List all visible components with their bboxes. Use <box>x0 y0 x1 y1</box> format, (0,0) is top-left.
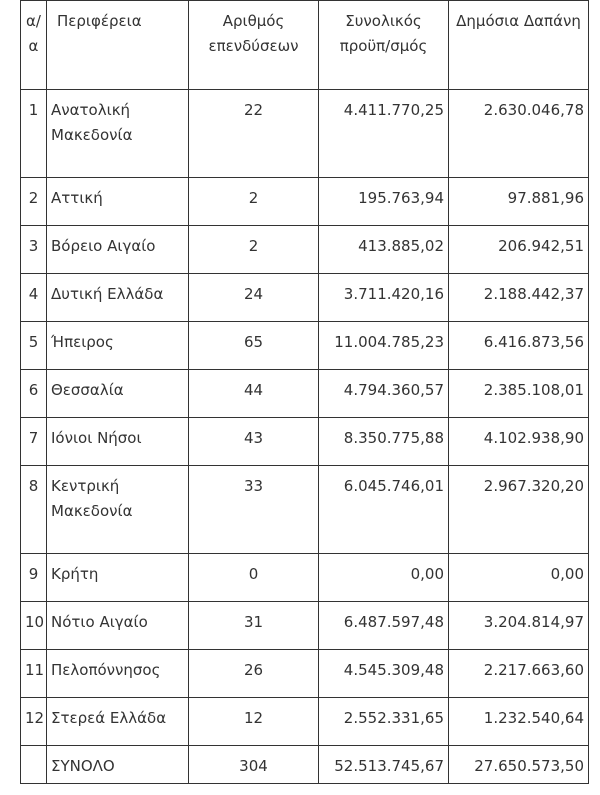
table-row <box>21 650 589 698</box>
row-budget: 0,00 <box>319 554 449 602</box>
row-count: 33 <box>189 466 319 554</box>
row-num: 11 <box>21 650 47 698</box>
table-row <box>21 322 589 370</box>
table-row <box>21 370 589 418</box>
investments-table <box>20 0 589 784</box>
row-count: 26 <box>189 650 319 698</box>
row-public: 3.204.814,97 <box>449 602 589 650</box>
row-public: 4.102.938,90 <box>449 418 589 466</box>
row-region: Ιόνιοι Νήσοι <box>47 418 189 466</box>
header-public: Δημόσια Δαπάνη <box>449 1 589 90</box>
header-region: Περιφέρεια <box>47 1 189 90</box>
total-budget: 52.513.745,67 <box>319 746 449 784</box>
row-num: 7 <box>21 418 47 466</box>
row-count: 2 <box>189 226 319 274</box>
row-count: 12 <box>189 698 319 746</box>
row-num: 3 <box>21 226 47 274</box>
header-count: Αριθμός επενδύσεων <box>189 1 319 90</box>
row-budget: 6.487.597,48 <box>319 602 449 650</box>
row-public: 2.385.108,01 <box>449 370 589 418</box>
total-public: 27.650.573,50 <box>449 746 589 784</box>
row-num: 4 <box>21 274 47 322</box>
header-num: α/α <box>21 1 47 90</box>
row-budget: 3.711.420,16 <box>319 274 449 322</box>
row-public: 6.416.873,56 <box>449 322 589 370</box>
row-num: 9 <box>21 554 47 602</box>
total-row <box>21 746 589 784</box>
table-row <box>21 602 589 650</box>
row-public: 97.881,96 <box>449 178 589 226</box>
row-region: Ήπειρος <box>47 322 189 370</box>
row-region: Βόρειο Αιγαίο <box>47 226 189 274</box>
row-num: 6 <box>21 370 47 418</box>
row-count: 24 <box>189 274 319 322</box>
total-label: ΣΥΝΟΛΟ <box>47 746 189 784</box>
row-region: Ανατολική Μακεδονία <box>47 90 189 178</box>
row-budget: 4.794.360,57 <box>319 370 449 418</box>
row-region: Νότιο Αιγαίο <box>47 602 189 650</box>
row-count: 65 <box>189 322 319 370</box>
table-row <box>21 90 589 178</box>
row-count: 44 <box>189 370 319 418</box>
row-budget: 8.350.775,88 <box>319 418 449 466</box>
row-public: 0,00 <box>449 554 589 602</box>
table-row <box>21 274 589 322</box>
row-budget: 4.545.309,48 <box>319 650 449 698</box>
table-row <box>21 698 589 746</box>
row-num: 1 <box>21 90 47 178</box>
header-budget: Συνολικός προϋπ/σμός <box>319 1 449 90</box>
row-budget: 2.552.331,65 <box>319 698 449 746</box>
row-region: Στερεά Ελλάδα <box>47 698 189 746</box>
table-row <box>21 554 589 602</box>
row-region: Πελοπόννησος <box>47 650 189 698</box>
row-num: 12 <box>21 698 47 746</box>
table-row <box>21 418 589 466</box>
table-row <box>21 178 589 226</box>
row-public: 2.630.046,78 <box>449 90 589 178</box>
row-public: 2.967.320,20 <box>449 466 589 554</box>
row-num: 5 <box>21 322 47 370</box>
total-count: 304 <box>189 746 319 784</box>
row-num: 8 <box>21 466 47 554</box>
table-row <box>21 466 589 554</box>
total-num-cell <box>21 746 47 784</box>
header-row <box>21 1 589 90</box>
row-budget: 195.763,94 <box>319 178 449 226</box>
row-region: Κεντρική Μακεδονία <box>47 466 189 554</box>
row-region: Δυτική Ελλάδα <box>47 274 189 322</box>
row-public: 206.942,51 <box>449 226 589 274</box>
row-num: 2 <box>21 178 47 226</box>
row-region: Αττική <box>47 178 189 226</box>
row-num: 10 <box>21 602 47 650</box>
row-public: 2.188.442,37 <box>449 274 589 322</box>
row-budget: 4.411.770,25 <box>319 90 449 178</box>
row-public: 2.217.663,60 <box>449 650 589 698</box>
row-count: 43 <box>189 418 319 466</box>
row-budget: 6.045.746,01 <box>319 466 449 554</box>
row-count: 0 <box>189 554 319 602</box>
row-region: Θεσσαλία <box>47 370 189 418</box>
row-count: 2 <box>189 178 319 226</box>
row-public: 1.232.540,64 <box>449 698 589 746</box>
row-budget: 413.885,02 <box>319 226 449 274</box>
row-region: Κρήτη <box>47 554 189 602</box>
row-count: 22 <box>189 90 319 178</box>
row-count: 31 <box>189 602 319 650</box>
table-row <box>21 226 589 274</box>
row-budget: 11.004.785,23 <box>319 322 449 370</box>
